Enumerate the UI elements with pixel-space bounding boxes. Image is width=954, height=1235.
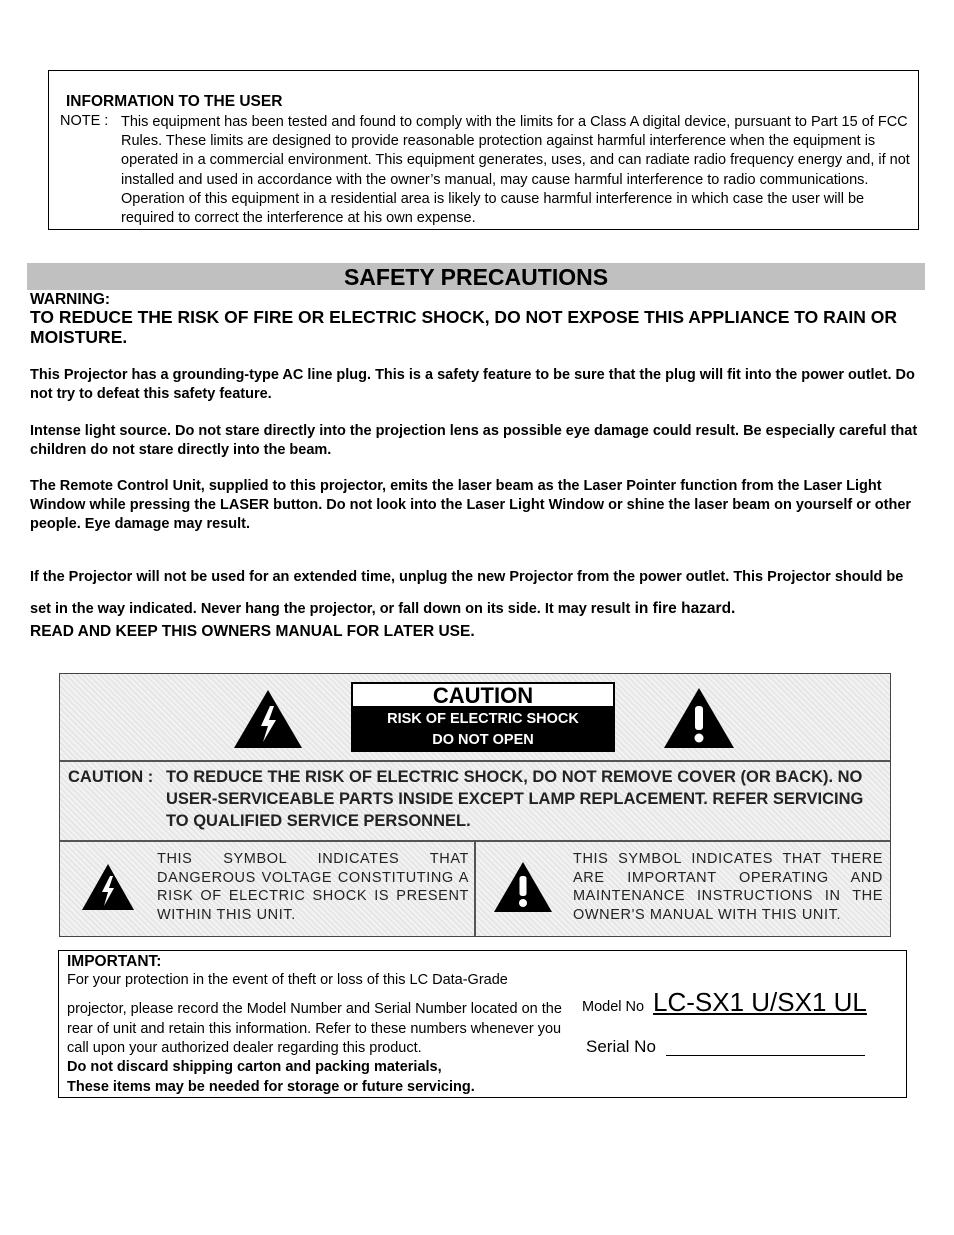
important-bold-line-1: Do not discard shipping carton and packing materials, bbox=[67, 1059, 442, 1075]
serial-number-blank bbox=[666, 1055, 865, 1056]
important-bold-line-2: These items may be needed for storage or future servicing. bbox=[67, 1078, 475, 1095]
important-body: projector, please record the Model Number and Serial Number located on the rear of unit and retain this information. Refer to these numbers whenever you call upon your authorized dealer regarding this product. bbox=[67, 1001, 562, 1056]
model-number-value: LC-SX1 U/SX1 UL bbox=[653, 987, 867, 1017]
paragraph-extended-time-main: If the Projector will not be used for an extended time, unplug the new Projector from the power outlet. This Projector should be set in the way indicated. Never hang the projector, or fall down on its side. It may result bbox=[30, 569, 904, 617]
symbol-instructions-text: THIS SYMBOL INDICATES THAT THERE ARE IMPORTANT OPERATING AND MAINTENANCE INSTRUCTIONS IN THE OWNER'S MANUAL WITH THIS UNIT. bbox=[573, 851, 883, 923]
fcc-info-box bbox=[48, 70, 919, 230]
warning-text: TO REDUCE THE RISK OF FIRE OR ELECTRIC SHOCK, DO NOT EXPOSE THIS APPLIANCE TO RAIN OR MOISTURE. bbox=[30, 307, 897, 347]
caution-plate bbox=[351, 682, 615, 752]
paragraph-grounding: This Projector has a grounding-type AC line plug. This is a safety feature to be sure that the plug will fit into the power outlet. Do not try to defeat this safety feature. bbox=[30, 367, 915, 402]
important-box bbox=[58, 950, 907, 1098]
serial-number-label: Serial No bbox=[586, 1037, 656, 1056]
caution-statement-label: CAUTION : bbox=[68, 768, 154, 786]
note-text: This equipment has been tested and found to comply with the limits for a Class A digital device, pursuant to Part 15 of FCC Rules. These limits are designed to provide reasonable protection against harmful interference when the equipment is operated in a commercial environment. This equipment generates, uses, and can radiate radio frequency energy and, if not installed and used in accordance with the owner’s manual, may cause harmful interference to radio communications. Operation of this equipment in a residential area is likely to cause harmful interference in which case the user will be required to correct the interference at his own expense. bbox=[121, 114, 910, 227]
paragraph-light-source: Intense light source. Do not stare directly into the projection lens as possible eye damage could result. Be especially careful that children do not stare directly into the beam. bbox=[30, 423, 918, 458]
paragraph-extended-time-end: in fire hazard. bbox=[630, 600, 736, 617]
caution-divider-vertical bbox=[474, 840, 476, 936]
safety-title: SAFETY PRECAUTIONS bbox=[343, 264, 609, 290]
paragraph-extended-time bbox=[30, 562, 920, 625]
caution-plate-line-1: RISK OF ELECTRIC SHOCK bbox=[387, 711, 579, 727]
exclamation-triangle-icon-small bbox=[492, 860, 554, 914]
safety-header-bar bbox=[27, 263, 925, 290]
caution-plate-line-2: DO NOT OPEN bbox=[432, 732, 534, 748]
read-keep-notice: READ AND KEEP THIS OWNERS MANUAL FOR LATER USE. bbox=[30, 623, 475, 640]
important-line-1: For your protection in the event of theft or loss of this LC Data-Grade bbox=[67, 972, 508, 988]
caution-label bbox=[59, 673, 891, 937]
lightning-triangle-icon bbox=[232, 688, 304, 750]
warning-label: WARNING: bbox=[30, 291, 111, 308]
lightning-triangle-icon-small bbox=[80, 862, 136, 912]
caution-divider-top bbox=[60, 760, 890, 762]
important-bold-notice bbox=[67, 1058, 587, 1097]
exclamation-triangle-icon bbox=[662, 686, 736, 750]
paragraph-laser: The Remote Control Unit, supplied to this projector, emits the laser beam as the Laser Pointer function from the Laser Light Window while pressing the LASER button. Do not look into the Laser Light Window or shine the laser beam on yourself or other people. Eye damage may result. bbox=[30, 478, 912, 532]
caution-plate-title: CAUTION bbox=[351, 682, 615, 708]
caution-statement-text: TO REDUCE THE RISK OF ELECTRIC SHOCK, DO NOT REMOVE COVER (OR BACK). NO USER-SERVICEABLE PARTS INSIDE EXCEPT LAMP REPLACEMENT. REFER SERVICING TO QUALIFIED SERVICE PERSONNEL. bbox=[166, 768, 864, 830]
info-title: INFORMATION TO THE USER bbox=[66, 93, 283, 110]
important-title: IMPORTANT: bbox=[67, 953, 162, 970]
symbol-voltage-text: THIS SYMBOL INDICATES THAT DANGEROUS VOLTAGE CONSTITUTING A RISK OF ELECTRIC SHOCK IS PRESENT WITHIN THIS UNIT. bbox=[157, 851, 469, 923]
model-number-label: Model No bbox=[582, 999, 645, 1015]
note-label: NOTE : bbox=[60, 113, 109, 129]
caution-plate-body bbox=[351, 708, 615, 752]
